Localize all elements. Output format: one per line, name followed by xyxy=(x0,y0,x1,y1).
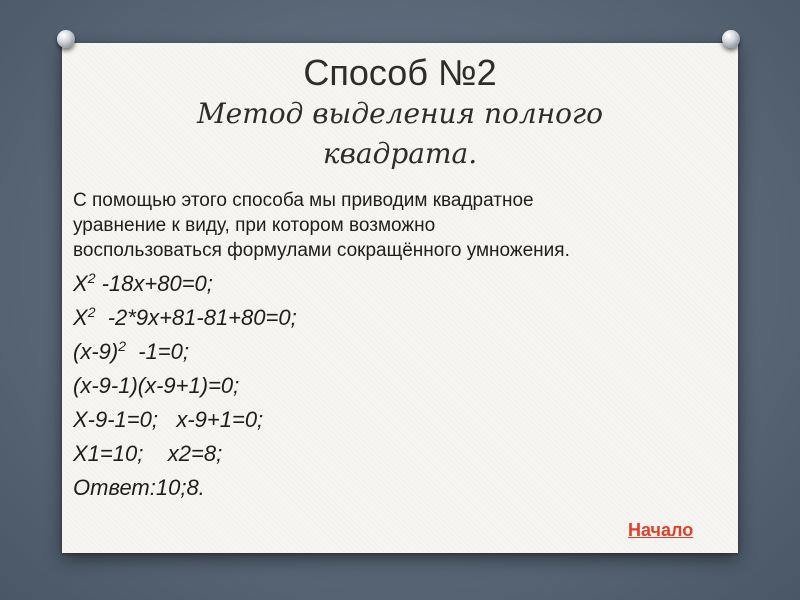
equation-step: $X^2$ -18x+80=0; xyxy=(73,270,213,296)
title-block xyxy=(62,52,738,174)
slide-subtitle-line2: квадрата. xyxy=(322,137,478,170)
equation-step: (x-9-1)(x-9+1)=0; xyxy=(73,373,240,398)
slide-subtitle-line1: Метод выделения полного xyxy=(196,97,604,130)
equation-step: $X^2$ -2*9x+81-81+80=0; xyxy=(73,304,297,330)
equation-step: X-9-1=0; x-9+1=0; xyxy=(73,407,264,432)
equation-step: X1=10; x2=8; xyxy=(73,441,223,466)
intro-line: уравнение к виду, при котором возможно xyxy=(73,215,436,236)
answer-step: Ответ:10;8. xyxy=(73,475,205,500)
slide-body xyxy=(73,188,723,505)
slide-title: Способ №2 xyxy=(303,52,497,93)
pushpin-icon xyxy=(722,30,740,48)
intro-line: воспользоваться формулами сокращённого умножения. xyxy=(73,240,570,261)
intro-line: С помощью этого способа мы приводим квадратное xyxy=(73,190,534,211)
intro-text xyxy=(73,188,723,263)
pushpin-icon xyxy=(57,30,75,48)
equation-step: $(x-9)^2$ -1=0; xyxy=(73,338,189,364)
home-link[interactable]: Начало xyxy=(628,520,694,540)
